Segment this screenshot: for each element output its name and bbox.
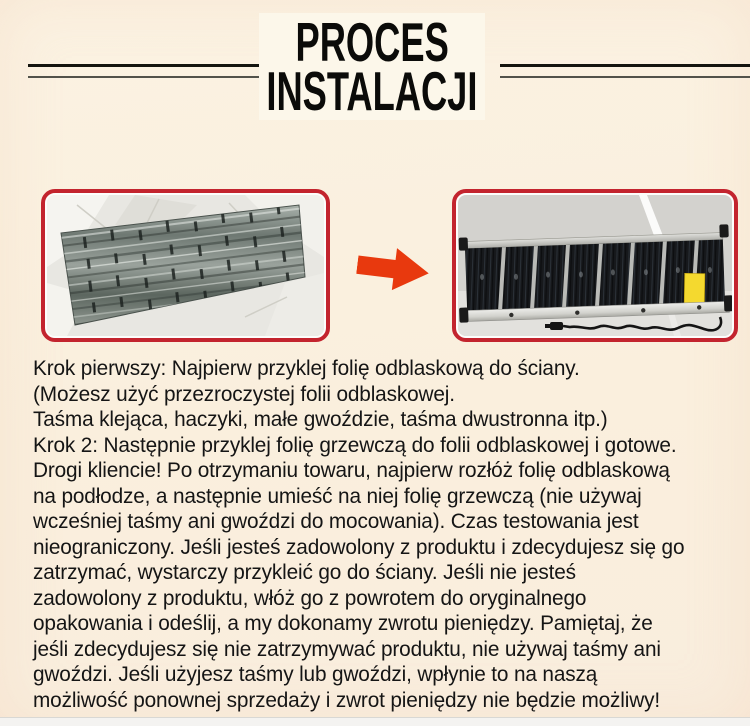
installation-instructions (33, 356, 733, 713)
instruction-line: Krok pierwszy: Najpierw przyklej folię odblaskową do ściany. (33, 357, 580, 380)
next-section-edge (0, 717, 750, 726)
reflective-foil-on-wall-photo (41, 189, 330, 342)
instruction-line: Drogi kliencie! Po otrzymaniu towaru, najpierw rozłóż folię odblaskową (33, 459, 670, 482)
instruction-line: jeśli zdecydujesz się nie zatrzymywać produktu, nie używaj taśmy ani (33, 637, 661, 661)
page-title (259, 10, 485, 122)
instruction-line: na podłodze, a następnie umieść na niej folię grzewczą (nie używaj (33, 484, 642, 508)
instruction-line: zadowolony z produktu, włóż go z powrotem do oryginalnego (33, 586, 587, 610)
instruction-line: możliwość ponownej sprzedaży i zwrot pieniędzy nie będzie możliwy! (33, 688, 660, 712)
right-divider-thin (500, 76, 750, 78)
instruction-line: Taśma klejąca, haczyki, małe gwoździe, taśma dwustronna itp.) (33, 408, 608, 431)
right-divider-thick (500, 64, 750, 67)
heating-film-installed-photo (452, 189, 738, 342)
instruction-line: opakowania i odeślij, a my dokonamy zwrotu pieniędzy. Pamiętaj, że (33, 612, 653, 635)
reflective-foil-illustration (47, 195, 324, 336)
heating-film-illustration (458, 195, 732, 336)
power-plug (550, 322, 563, 330)
instruction-line: zatrzymać, wystarczy przykleić go do ściany. Jeśli nie jesteś (33, 561, 576, 584)
instruction-line: gwoździ. Jeśli użyjesz taśmy lub gwoździ, wpłynie to na naszą (33, 663, 598, 686)
left-divider-thin (28, 76, 274, 78)
page-title-line1: PROCES (295, 10, 449, 73)
instruction-line: nieograniczony. Jeśli jesteś zadowolony z produktu i zdecydujesz się go (33, 535, 685, 559)
yellow-label (684, 273, 705, 303)
page-title-line2: INSTALACJI (266, 59, 478, 122)
instruction-line: wcześniej taśmy ani gwoździ do mocowania). Czas testowania jest (33, 510, 639, 533)
instruction-line: (Możesz użyć przezroczystej folii odblaskowej. (33, 382, 455, 406)
arrow-right-icon (354, 242, 431, 296)
left-divider-thick (28, 64, 273, 67)
instruction-line: Krok 2: Następnie przyklej folię grzewczą do folii odblaskowej i gotowe. (33, 433, 677, 457)
